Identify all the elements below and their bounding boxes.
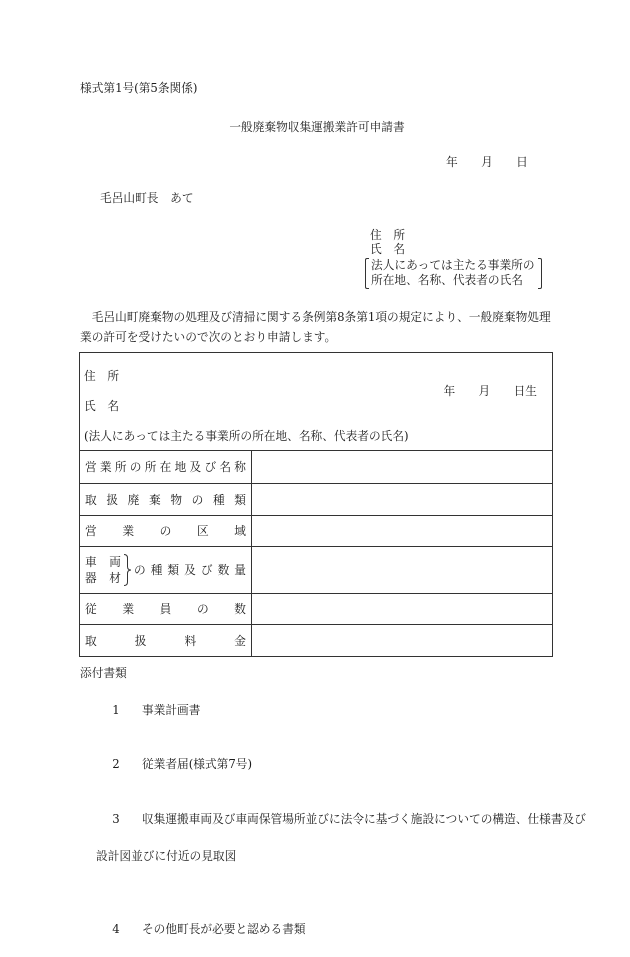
addressee: 毛呂山町長 あて — [100, 191, 194, 205]
corporate-note-line: 法人にあっては主たる事業所の — [371, 258, 535, 272]
application-table — [79, 352, 553, 657]
fee-value-cell — [252, 625, 552, 656]
applicant-name-label: 氏 名 — [370, 242, 406, 256]
table-row — [80, 546, 552, 593]
table-address-label: 住 所 — [84, 369, 120, 383]
applicant-row — [80, 353, 552, 450]
table-row — [80, 515, 552, 546]
list-item-continuation: 設計図並びに付近の見取図 — [96, 848, 237, 863]
birth-date-label: 年 月 日生 — [443, 384, 537, 398]
corporate-note-line: 所在地、名称、代表者の氏名 — [371, 273, 523, 287]
list-item — [80, 682, 586, 737]
application-statement — [80, 307, 551, 347]
fee-label-cell — [80, 625, 252, 656]
list-item-text: 従業者届(様式第7号) — [130, 757, 253, 772]
waste-type-label-cell — [80, 484, 252, 515]
vehicles-label: 車両 — [85, 555, 121, 569]
attachments-section — [80, 664, 586, 957]
list-item — [80, 902, 586, 957]
office-location-value-cell — [252, 451, 552, 483]
waste-type-label: 取扱廃棄物の種類 — [85, 492, 246, 507]
vehicles-equipment-value-cell — [252, 547, 552, 593]
vehicles-suffix-wrap — [134, 563, 246, 577]
business-area-label-cell — [80, 516, 252, 546]
table-row — [80, 483, 552, 515]
applicant-address-label: 住 所 — [370, 228, 406, 242]
vehicles-type-quantity-label: の種類及び数量 — [134, 563, 246, 577]
vehicles-equipment-stack — [85, 554, 121, 586]
table-corporate-note: (法人にあっては主たる事業所の所在地、名称、代表者の氏名) — [84, 429, 409, 443]
bracket-right — [538, 258, 542, 289]
statement-line: 毛呂山町廃棄物の処理及び清掃に関する条例第8条第1項の規定により、一般廃棄物処理 — [80, 310, 551, 324]
list-item-number: 2 — [112, 757, 120, 772]
list-item-number: 3 — [112, 812, 120, 827]
submission-date-line: 年 月 日 — [446, 155, 528, 169]
business-area-label: 営業の区域 — [85, 524, 246, 538]
employee-count-label-cell — [80, 594, 252, 624]
list-item-text: 事業計画書 — [130, 702, 201, 717]
attachments-heading: 添付書類 — [80, 666, 127, 680]
table-row — [80, 593, 552, 624]
statement-line: 業の許可を受けたいので次のとおり申請します。 — [80, 330, 337, 344]
equipment-label: 器材 — [85, 571, 121, 585]
business-area-value-cell — [252, 516, 552, 546]
vehicles-equipment-label-cell — [80, 547, 252, 593]
office-location-label: 営業所の所在地及び名称 — [85, 460, 246, 474]
employee-count-label: 従業員の数 — [85, 602, 246, 616]
table-row — [80, 624, 552, 656]
corporate-note-bracket — [365, 258, 542, 289]
document-title: 一般廃棄物収集運搬業許可申請書 — [229, 120, 405, 134]
list-item-text: 収集運搬車両及び車両保管場所並びに法令に基づく施設についての構造、仕様書及び — [130, 812, 586, 827]
corporate-note — [371, 258, 535, 288]
office-location-label-cell — [80, 451, 252, 483]
list-item — [80, 792, 586, 902]
bracket-left — [365, 258, 369, 289]
list-item-text: その他町長が必要と認める書類 — [130, 922, 306, 937]
form-number: 様式第1号(第5条関係) — [80, 81, 198, 95]
waste-type-value-cell — [252, 484, 552, 515]
table-name-label: 氏 名 — [84, 399, 120, 413]
table-row — [80, 450, 552, 483]
employee-count-value-cell — [252, 594, 552, 624]
list-item — [80, 737, 586, 792]
curly-brace-icon — [123, 554, 132, 586]
fee-label: 取扱料金 — [85, 633, 246, 648]
list-item-number: 1 — [112, 702, 120, 717]
list-item-number: 4 — [112, 922, 120, 937]
